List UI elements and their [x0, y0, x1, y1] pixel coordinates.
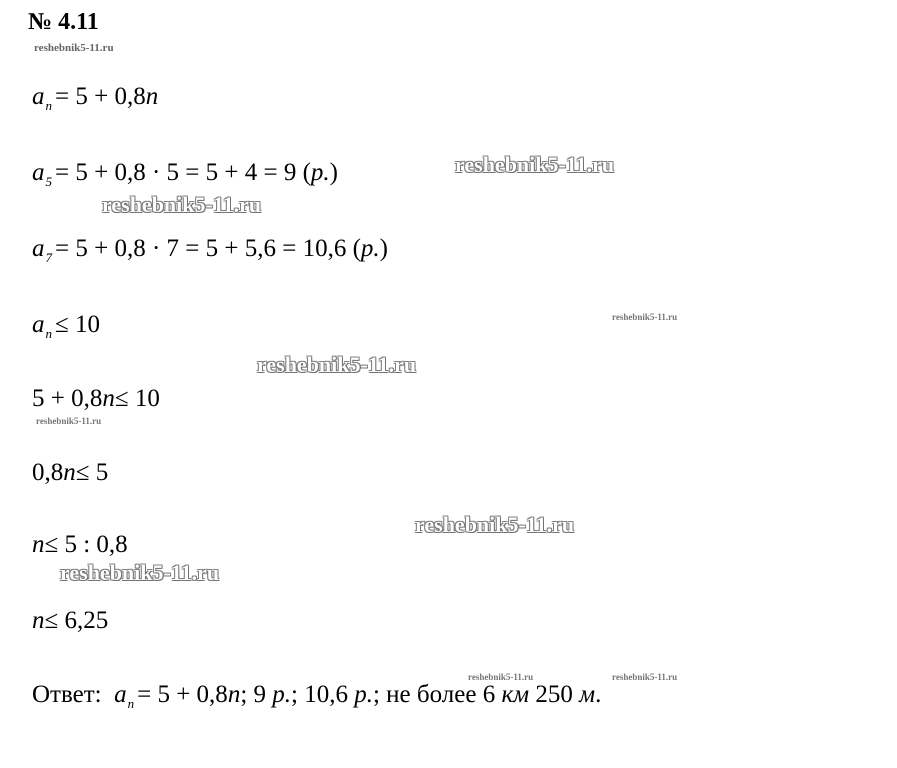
- formula-line-8: n≤ 6,25: [32, 607, 109, 634]
- formula-line-4: $a_n \le 10$: [32, 311, 100, 341]
- watermark: reshebnik5-11.ru: [415, 512, 575, 537]
- watermark: reshebnik5-11.ru: [612, 312, 678, 322]
- watermark: reshebnik5-11.ru: [36, 416, 102, 426]
- formula-line-1: $a_n = 5 + 0,8n$: [32, 83, 159, 113]
- watermark: reshebnik5-11.ru: [102, 192, 262, 217]
- answer-line: Ответ: $a_n = 5 + 0,8n$; 9 р.; 10,6 р.; не более 6 км 250 м.: [32, 681, 602, 711]
- watermark: reshebnik5-11.ru: [60, 560, 220, 585]
- watermark: reshebnik5-11.ru: [455, 152, 615, 177]
- formula-line-3: $a_7 = 5 + 0,8 \cdot 7 = 5 + 5,6 = 10,6$ (р.): [32, 235, 388, 265]
- watermark: reshebnik5-11.ru: [34, 42, 114, 54]
- formula-line-5: 5 + 0,8n≤ 10: [32, 385, 160, 412]
- problem-number: № 4.11: [28, 9, 99, 35]
- watermark: reshebnik5-11.ru: [612, 672, 678, 682]
- watermark: reshebnik5-11.ru: [257, 352, 417, 377]
- watermark: reshebnik5-11.ru: [468, 672, 534, 682]
- formula-line-2: $a_5 = 5 + 0,8 \cdot 5 = 5 + 4 = 9$ (р.): [32, 159, 338, 189]
- formula-line-7: n≤ 5 : 0,8: [32, 531, 128, 558]
- formula-line-6: 0,8n≤ 5: [32, 459, 109, 486]
